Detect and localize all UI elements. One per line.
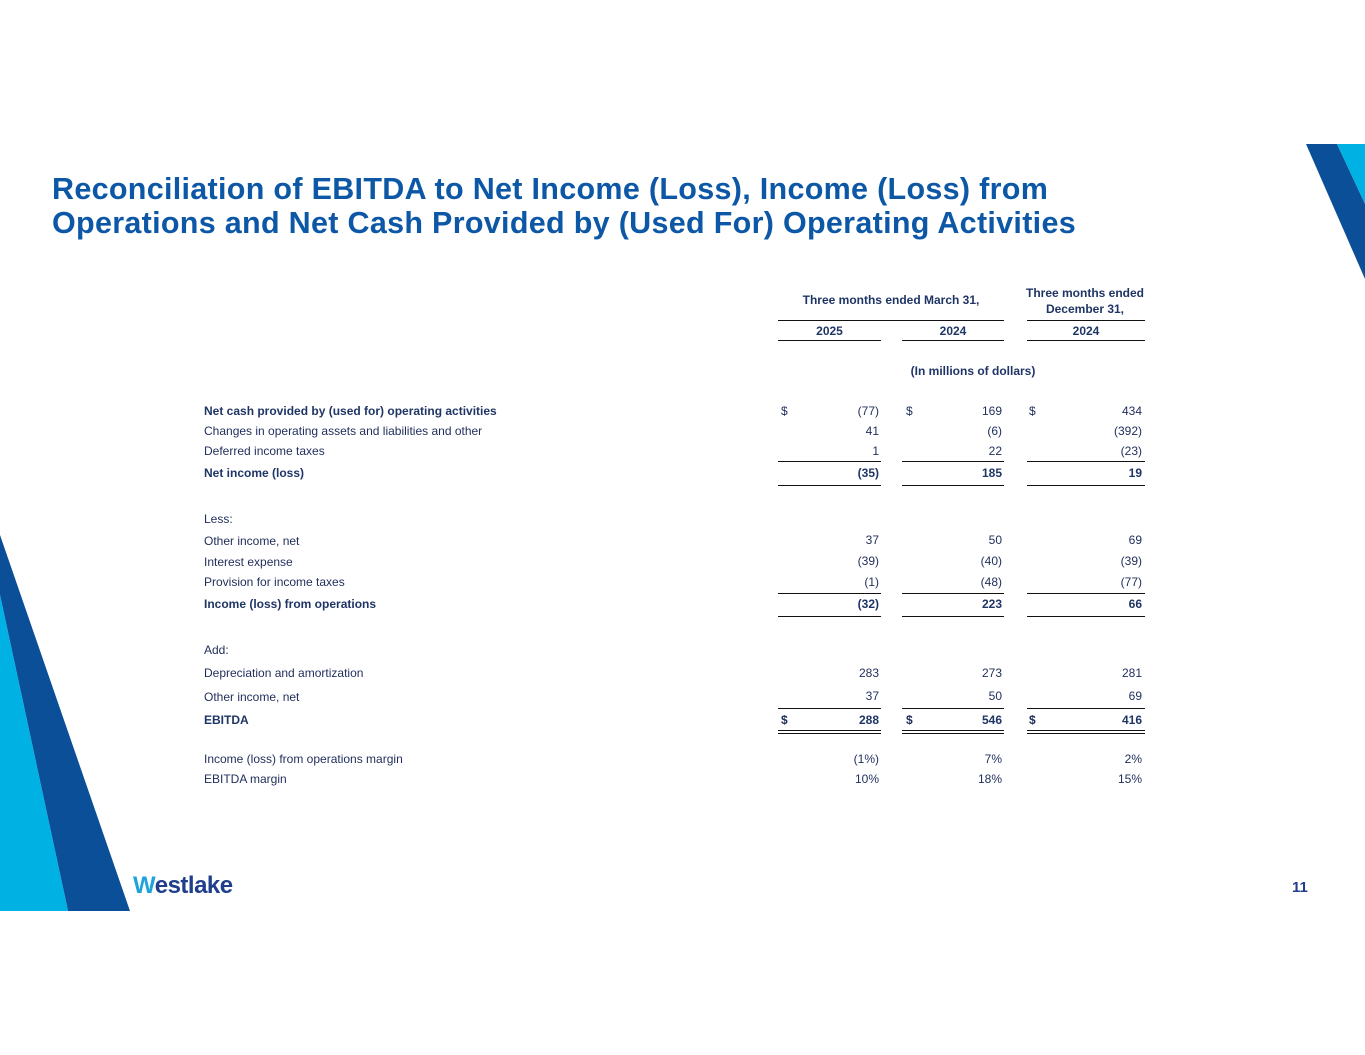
table-cell: (39) bbox=[857, 554, 879, 568]
row-label-provision-taxes: Provision for income taxes bbox=[204, 575, 345, 589]
table-cell: 2% bbox=[1124, 752, 1142, 766]
table-cell: 50 bbox=[988, 533, 1002, 547]
page-number: 11 bbox=[1292, 879, 1308, 896]
row-label-deferred-taxes: Deferred income taxes bbox=[204, 444, 325, 458]
table-cell: (35) bbox=[857, 466, 879, 480]
cell-net-cash-2025: (77) bbox=[857, 404, 879, 418]
table-cell: 283 bbox=[858, 666, 879, 680]
total-rule bbox=[902, 616, 1004, 617]
row-label-changes-operating: Changes in operating assets and liabilities and other bbox=[204, 424, 483, 438]
cell-ebitda-dec2024: 416 bbox=[1121, 713, 1142, 727]
section-label-add: Add: bbox=[204, 643, 229, 657]
table-cell: 223 bbox=[981, 597, 1002, 611]
table-cell: 273 bbox=[981, 666, 1002, 680]
row-label-net-cash: Net cash provided by (used for) operating activities bbox=[204, 404, 497, 418]
total-rule bbox=[778, 485, 881, 486]
header-december-line1: Three months ended bbox=[1025, 286, 1144, 300]
table-cell: (48) bbox=[980, 575, 1002, 589]
table-cell: 7% bbox=[984, 752, 1002, 766]
col-rule-1 bbox=[778, 340, 881, 341]
table-cell: (1) bbox=[864, 575, 879, 589]
table-cell: 50 bbox=[988, 689, 1002, 703]
row-label-operations-margin: Income (loss) from operations margin bbox=[204, 752, 403, 766]
row-label-ebitda: EBITDA bbox=[204, 713, 249, 727]
cell-net-cash-2024: 169 bbox=[981, 404, 1002, 418]
currency-sign: $ bbox=[1029, 713, 1036, 727]
table-cell: 66 bbox=[1128, 597, 1142, 611]
cell-ebitda-2024: 546 bbox=[981, 713, 1002, 727]
subtotal-rule bbox=[778, 708, 881, 709]
table-cell: 10% bbox=[854, 772, 879, 786]
header-march: Three months ended March 31, bbox=[802, 293, 980, 307]
table-cell: 281 bbox=[1121, 666, 1142, 680]
table-cell: 1 bbox=[872, 444, 879, 458]
title-line-1: Reconciliation of EBITDA to Net Income (Loss), Income (Loss) from bbox=[52, 172, 1049, 206]
total-rule bbox=[902, 485, 1004, 486]
table-cell: 41 bbox=[865, 424, 879, 438]
subtotal-rule bbox=[1027, 708, 1145, 709]
col-rule-3 bbox=[1027, 340, 1145, 341]
table-cell: (77) bbox=[1120, 575, 1142, 589]
subtotal-rule bbox=[902, 461, 1004, 462]
header-col-2025: 2025 bbox=[816, 324, 843, 338]
currency-sign: $ bbox=[1029, 404, 1036, 418]
row-label-interest-expense: Interest expense bbox=[204, 555, 293, 569]
logo-text: estlake bbox=[154, 872, 233, 899]
page-title bbox=[52, 172, 1292, 240]
table-cell: 37 bbox=[865, 533, 879, 547]
subtotal-rule bbox=[778, 593, 881, 594]
total-rule bbox=[778, 616, 881, 617]
total-rule bbox=[1027, 485, 1145, 486]
section-label-less: Less: bbox=[204, 512, 233, 526]
table-cell: (32) bbox=[857, 597, 879, 611]
table-cell: (6) bbox=[987, 424, 1002, 438]
row-label-ebitda-margin: EBITDA margin bbox=[204, 772, 287, 786]
subtotal-rule bbox=[1027, 593, 1145, 594]
double-rule bbox=[778, 730, 881, 734]
table-cell: 15% bbox=[1117, 772, 1142, 786]
header-col-2024-march: 2024 bbox=[939, 324, 967, 338]
row-label-income-operations: Income (loss) from operations bbox=[204, 597, 377, 611]
double-rule bbox=[1027, 730, 1145, 734]
table-cell: 18% bbox=[977, 772, 1002, 786]
header-col-2024-december: 2024 bbox=[1072, 324, 1100, 338]
table-cell: (392) bbox=[1113, 424, 1142, 438]
units-label: (In millions of dollars) bbox=[910, 364, 1036, 378]
table-cell: (1%) bbox=[853, 752, 879, 766]
table-cell: 19 bbox=[1128, 466, 1142, 480]
table-cell: (39) bbox=[1120, 554, 1142, 568]
header-rule-march bbox=[778, 320, 1004, 321]
currency-sign: $ bbox=[906, 404, 913, 418]
col-rule-2 bbox=[902, 340, 1004, 341]
header-rule-december bbox=[1027, 320, 1145, 321]
double-rule bbox=[902, 730, 1004, 734]
subtotal-rule bbox=[902, 593, 1004, 594]
header-december-line2: December 31, bbox=[1045, 302, 1125, 316]
row-label-net-income: Net income (loss) bbox=[204, 466, 305, 480]
table-cell: (40) bbox=[980, 554, 1002, 568]
row-label-other-income-add: Other income, net bbox=[204, 690, 300, 704]
table-cell: 185 bbox=[981, 466, 1002, 480]
cell-ebitda-2025: 288 bbox=[858, 713, 879, 727]
currency-sign: $ bbox=[781, 404, 788, 418]
total-rule bbox=[1027, 616, 1145, 617]
cell-net-cash-dec2024: 434 bbox=[1121, 404, 1142, 418]
table-cell: 69 bbox=[1128, 533, 1142, 547]
currency-sign: $ bbox=[781, 713, 788, 727]
currency-sign: $ bbox=[906, 713, 913, 727]
table-cell: 69 bbox=[1128, 689, 1142, 703]
subtotal-rule bbox=[778, 461, 881, 462]
table-cell: 37 bbox=[865, 689, 879, 703]
subtotal-rule bbox=[1027, 461, 1145, 462]
row-label-other-income: Other income, net bbox=[204, 534, 300, 548]
table-cell: 22 bbox=[988, 444, 1002, 458]
logo-mark: W bbox=[133, 872, 155, 899]
westlake-logo bbox=[133, 872, 233, 900]
subtotal-rule bbox=[902, 708, 1004, 709]
row-label-depreciation: Depreciation and amortization bbox=[204, 666, 364, 680]
title-line-2: Operations and Net Cash Provided by (Used For) Operating Activities bbox=[52, 206, 1076, 240]
table-cell: (23) bbox=[1120, 444, 1142, 458]
